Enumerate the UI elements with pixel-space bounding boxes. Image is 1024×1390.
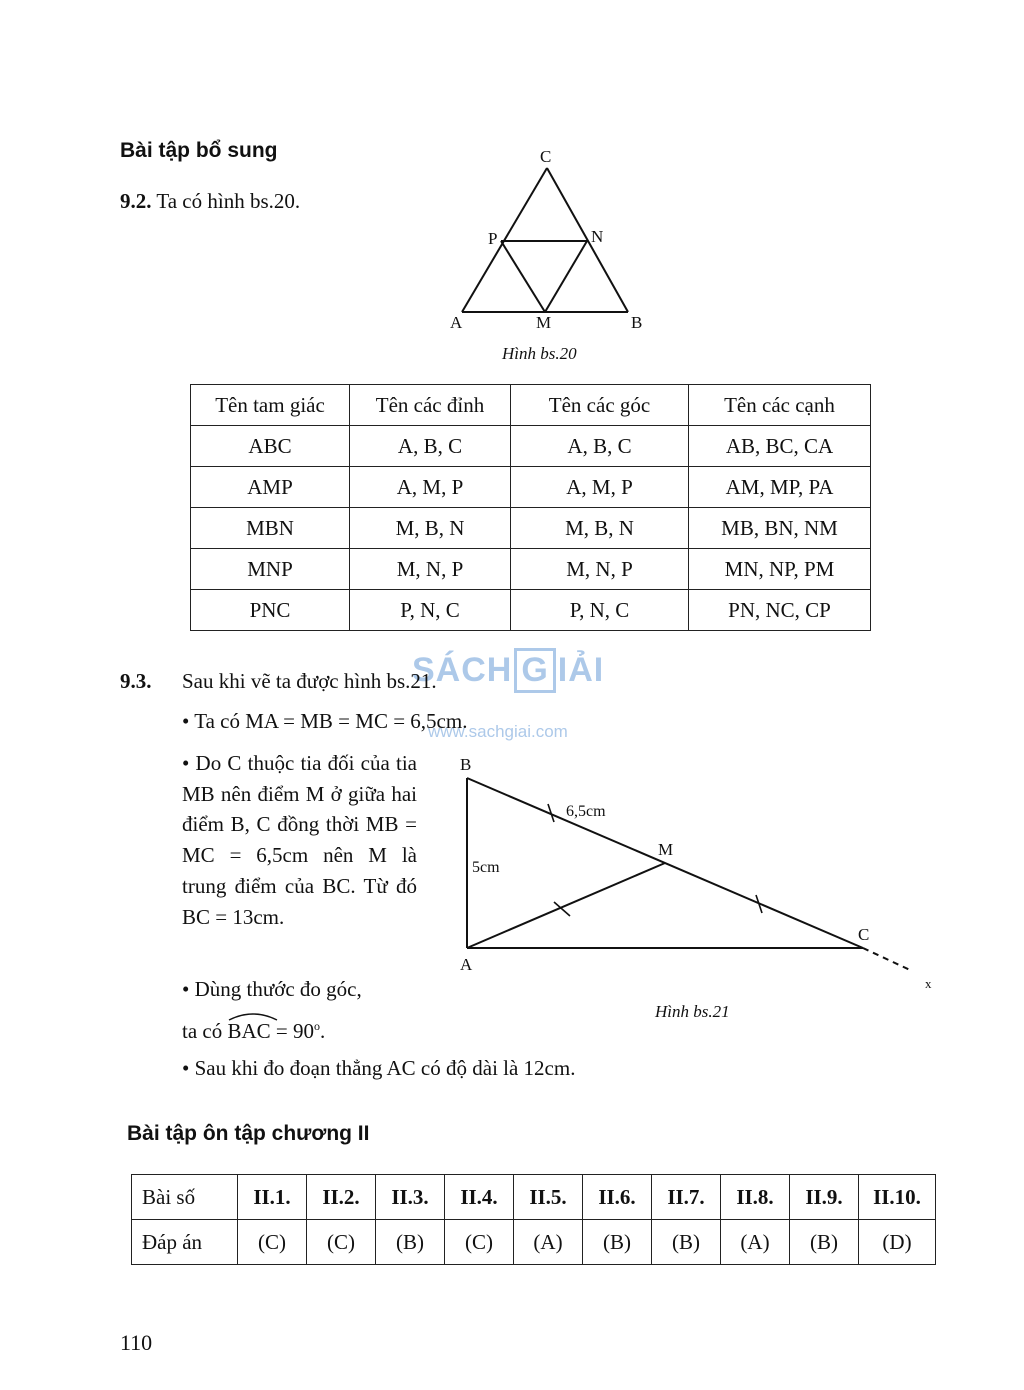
col-header-sides: Tên các cạnh bbox=[689, 385, 871, 426]
table-cell: (C) bbox=[445, 1220, 514, 1265]
table-cell: M, B, N bbox=[350, 508, 511, 549]
table-cell: P, N, C bbox=[350, 590, 511, 631]
table-cell: AB, BC, CA bbox=[689, 426, 871, 467]
table-cell: (B) bbox=[790, 1220, 859, 1265]
table-cell: II.7. bbox=[652, 1175, 721, 1220]
label-a: A bbox=[460, 955, 473, 974]
table-cell: PN, NC, CP bbox=[689, 590, 871, 631]
table-cell: PNC bbox=[191, 590, 350, 631]
table-cell: ABC bbox=[191, 426, 350, 467]
degree-sign: o bbox=[314, 1019, 321, 1033]
figure-caption-bs21: Hình bs.21 bbox=[655, 1002, 730, 1021]
angle-value: = 90 bbox=[275, 1019, 315, 1043]
table-cell: (B) bbox=[376, 1220, 445, 1265]
segment-nm bbox=[545, 241, 587, 312]
triangle-table bbox=[190, 384, 871, 631]
bullet-2: • Do C thuộc tia đối của tia MB nên điểm M ở giữa hai điểm B, C đồng thời MB = MC = 6,5cm nên M là trung điểm của BC. Từ đó BC = 13cm. bbox=[182, 751, 417, 929]
figure-bs21 bbox=[440, 748, 960, 998]
length-bm: 6,5cm bbox=[566, 803, 606, 820]
table-cell: AMP bbox=[191, 467, 350, 508]
table-cell: II.6. bbox=[583, 1175, 652, 1220]
bullet-3-line1: • Dùng thước đo góc, bbox=[182, 977, 362, 1001]
bullet-1: • Ta có MA = MB = MC = 6,5cm. bbox=[182, 709, 468, 733]
label-m: M bbox=[658, 840, 674, 859]
angle-bac bbox=[227, 1016, 270, 1047]
table-row bbox=[132, 1220, 936, 1265]
watermark-logo bbox=[412, 648, 604, 693]
table-cell: II.10. bbox=[859, 1175, 936, 1220]
table-cell: II.5. bbox=[514, 1175, 583, 1220]
col-header-angles: Tên các góc bbox=[511, 385, 689, 426]
table-cell: (B) bbox=[652, 1220, 721, 1265]
col-header-triangle: Tên tam giác bbox=[191, 385, 350, 426]
label-b: B bbox=[631, 313, 643, 332]
row-header-answer: Đáp án bbox=[132, 1220, 238, 1265]
table-row bbox=[191, 549, 871, 590]
row-header-problem: Bài số bbox=[132, 1175, 238, 1220]
exercise-number: 9.3. bbox=[120, 669, 152, 693]
table-row bbox=[132, 1175, 936, 1220]
label-x: x bbox=[925, 976, 932, 991]
angle-arc-icon bbox=[227, 1010, 279, 1022]
table-cell: M, N, P bbox=[350, 549, 511, 590]
figure-caption-bs20: Hình bs.20 bbox=[502, 344, 577, 363]
table-cell: (B) bbox=[583, 1220, 652, 1265]
bullet-3-line2 bbox=[182, 1011, 325, 1047]
table-cell: A, M, P bbox=[511, 467, 689, 508]
ray-cx bbox=[863, 948, 910, 970]
label-p: P bbox=[488, 229, 498, 248]
table-cell: M, N, P bbox=[511, 549, 689, 590]
bullet-4: • Sau khi đo đoạn thẳng AC có độ dài là 12cm. bbox=[182, 1056, 576, 1080]
length-ab: 5cm bbox=[472, 859, 500, 876]
table-cell: MB, BN, NM bbox=[689, 508, 871, 549]
exercise-text: Ta có hình bs.20. bbox=[156, 189, 301, 213]
figure-bs20 bbox=[440, 140, 670, 340]
label-c: C bbox=[540, 147, 552, 166]
table-cell: II.4. bbox=[445, 1175, 514, 1220]
angle-name: BAC bbox=[227, 1019, 271, 1043]
sentence-end: . bbox=[320, 1019, 326, 1043]
table-cell: (A) bbox=[721, 1220, 790, 1265]
table-cell: (A) bbox=[514, 1220, 583, 1265]
table-row bbox=[191, 508, 871, 549]
table-cell: II.9. bbox=[790, 1175, 859, 1220]
table-cell: A, B, C bbox=[511, 426, 689, 467]
segment-pm bbox=[501, 241, 545, 312]
label-m: M bbox=[536, 313, 552, 332]
table-cell: II.8. bbox=[721, 1175, 790, 1220]
table-cell: MNP bbox=[191, 549, 350, 590]
bullet-3-prefix: ta có bbox=[182, 1019, 223, 1043]
col-header-vertices: Tên các đỉnh bbox=[350, 385, 511, 426]
table-cell: II.3. bbox=[376, 1175, 445, 1220]
table-cell: MBN bbox=[191, 508, 350, 549]
table-cell: (C) bbox=[307, 1220, 376, 1265]
section-heading-supplementary: Bài tập bổ sung bbox=[120, 139, 278, 162]
watermark-text-left: SÁCH bbox=[412, 651, 513, 689]
label-b: B bbox=[460, 755, 472, 774]
exercise-9-3-number bbox=[120, 666, 152, 697]
exercise-number: 9.2. bbox=[120, 189, 152, 213]
table-cell: A, M, P bbox=[350, 467, 511, 508]
table-row bbox=[191, 426, 871, 467]
page-number: 110 bbox=[120, 1330, 153, 1355]
table-cell: A, B, C bbox=[350, 426, 511, 467]
exercise-9-2 bbox=[120, 186, 300, 217]
answer-table bbox=[131, 1174, 936, 1265]
table-cell: II.2. bbox=[307, 1175, 376, 1220]
label-c: C bbox=[858, 925, 870, 944]
table-row bbox=[191, 590, 871, 631]
watermark-url: www.sachgiai.com bbox=[428, 722, 568, 741]
table-cell: M, B, N bbox=[511, 508, 689, 549]
section-heading-review: Bài tập ôn tập chương II bbox=[127, 1122, 370, 1145]
table-cell: AM, MP, PA bbox=[689, 467, 871, 508]
label-n: N bbox=[591, 227, 604, 246]
watermark-g-box: G bbox=[514, 648, 555, 693]
table-row bbox=[191, 467, 871, 508]
exercise-9-3-intro: Sau khi vẽ ta được hình bs.21. bbox=[182, 669, 437, 693]
table-cell: (C) bbox=[238, 1220, 307, 1265]
table-header-row bbox=[191, 385, 871, 426]
watermark-text-right: IẢI bbox=[557, 651, 605, 689]
table-cell: MN, NP, PM bbox=[689, 549, 871, 590]
table-cell: (D) bbox=[859, 1220, 936, 1265]
table-cell: II.1. bbox=[238, 1175, 307, 1220]
table-cell: P, N, C bbox=[511, 590, 689, 631]
label-a: A bbox=[450, 313, 463, 332]
